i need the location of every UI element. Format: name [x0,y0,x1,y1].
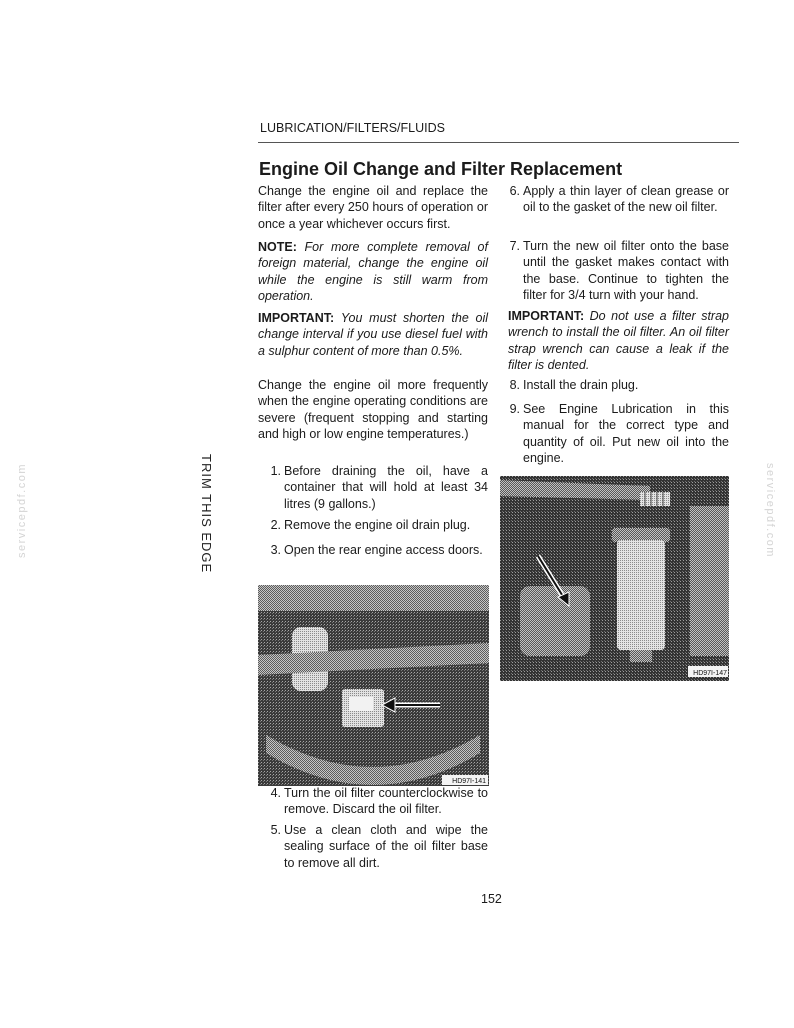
step-text: Remove the engine oil drain plug. [284,518,471,532]
step-number: 8. [509,378,520,392]
step-item [506,401,729,467]
watermark-left: servicepdf.com [16,463,28,558]
step-item [266,785,488,818]
step-item [506,238,729,304]
step-text: Turn the oil filter counterclockwise to remove. Discard the oil filter. [284,786,488,817]
note-text: For more complete removal of foreign material, change the engine oil while the engine is still warm from operation. [258,240,488,304]
important-text: You must shorten the oil change interval if you use diesel fuel with a sulphur content of more than 0.5%. [258,311,488,358]
figure-photo [258,585,489,786]
step-text: Install the drain plug. [523,378,639,392]
important-paragraph [258,310,488,359]
step-number: 9. [509,402,520,416]
step-number: 5. [270,823,281,837]
step-item [266,822,488,871]
step-item [506,183,729,216]
intro-paragraph: Change the engine oil and replace the filter after every 250 hours of operation or once a year whichever occurs first. [258,184,488,231]
trim-edge-label: TRIM THIS EDGE [199,454,214,574]
step-text: Use a clean cloth and wipe the sealing surface of the oil filter base to remove all dirt. [284,823,488,870]
step-text: Before draining the oil, have a container that will hold at least 34 litres (9 gallons.) [284,464,488,511]
step-item [266,463,488,512]
watermark-right: servicepdf.com [764,463,776,558]
figure-label: HD97I-147 [693,670,727,677]
step-number: 4. [270,786,281,800]
important-paragraph [508,308,729,374]
figure-photo [500,476,729,681]
step-number: 2. [270,518,281,532]
filter-canister [612,528,670,662]
step-item [506,377,729,393]
engine-frame [258,585,489,611]
step-number: 6. [509,184,520,198]
note-paragraph [258,239,488,305]
step-item [266,517,488,533]
engine-frame [690,506,729,656]
page-number: 152 [481,892,502,906]
important-label: IMPORTANT: [258,311,335,325]
step-number: 3. [270,543,281,557]
important-text: Do not use a filter strap wrench to install the oil filter. An oil filter strap wrench can cause a leak if the filter is dented. [508,309,729,373]
page-title: Engine Oil Change and Filter Replacement [259,159,623,179]
step-text: Apply a thin layer of clean grease or oil to the gasket of the new oil filter. [523,184,729,215]
step-text: See Engine Lubrication in this manual for the correct type and quantity of oil. Put new oil into the engine. [523,402,729,466]
step-number: 7. [509,239,520,253]
step-text: Turn the new oil filter onto the base until the gasket makes contact with the base. Continue to tighten the filter for 3/4 turn with your hand. [523,239,729,303]
figure-new-oil-filter [500,476,729,681]
figure-label: HD97I-141 [452,778,486,785]
section-header [258,120,739,143]
section-header-text: LUBRICATION/FILTERS/FLUIDS [260,121,445,135]
engine-housing [520,586,590,656]
important-label: IMPORTANT: [508,309,585,323]
severe-conditions-paragraph: Change the engine oil more frequently when the engine operating conditions are severe (frequent stopping and starting and high or low engine temperatures.) [258,378,488,442]
spring-coil [640,492,670,506]
note-label: NOTE: [258,240,297,254]
step-item [266,542,488,558]
figure-oil-filter-removal [258,585,489,786]
step-number: 1. [270,464,281,478]
step-text: Open the rear engine access doors. [284,543,483,557]
filter-decal [349,697,373,711]
